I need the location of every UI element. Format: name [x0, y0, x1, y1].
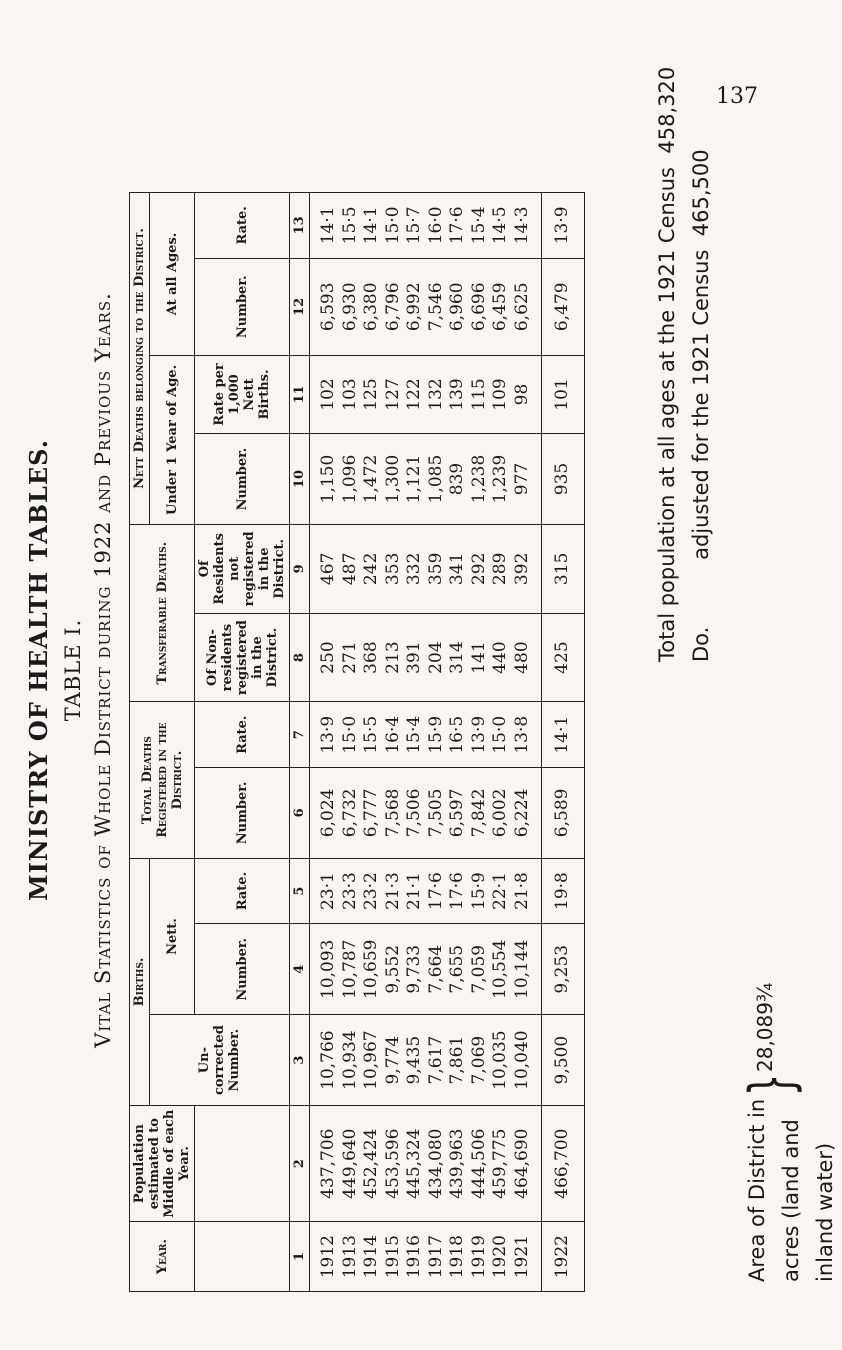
table-cell-value: 109: [490, 378, 510, 411]
table-cell-value: 13·8: [511, 715, 532, 754]
adjusted-population-label: Do. adjusted for the 1921 Census: [689, 249, 713, 662]
colno-12: 12: [290, 258, 310, 355]
table-cell-value: 439,963: [447, 1128, 467, 1199]
header-total-deaths: Total Deaths Registered in the District.: [130, 702, 195, 858]
header-allages-rate: Rate.: [195, 193, 290, 259]
colno-1: 1: [290, 1222, 310, 1292]
adjusted-population-value: 465,500: [689, 149, 713, 237]
table-cell-value: 6,625: [511, 282, 532, 332]
colno-6: 6: [290, 767, 310, 858]
header-all-ages: At all Ages.: [150, 193, 195, 356]
header-year-blank: [195, 1222, 290, 1292]
table-cell-value: 7,505: [425, 788, 446, 838]
table-cell-value: 17·6: [447, 206, 467, 245]
table-cell-value: 15·7: [404, 206, 424, 245]
table-cell-value: 353: [382, 552, 403, 586]
table-cell-value: 391: [404, 641, 424, 674]
table-cell-value: 23·1: [318, 872, 338, 910]
total-deaths-number: 6,589: [542, 767, 585, 858]
census-population-note: [650, 67, 684, 662]
table-cell-value: 7,069: [468, 1035, 489, 1085]
col-year-cell: [310, 1222, 542, 1292]
col-non-residents-cell: [310, 613, 542, 702]
table-cell-value: 22·1: [490, 872, 510, 910]
header-transferable: Transferable Deaths.: [130, 524, 195, 702]
table-cell-value: 7,664: [425, 944, 446, 994]
colno-10: 10: [290, 434, 310, 525]
table-cell-value: 139: [447, 378, 467, 411]
table-cell-value: 1916: [404, 1235, 424, 1279]
table-cell-value: 6,796: [382, 282, 403, 332]
header-births-rate: Rate.: [195, 858, 290, 924]
table-subtitle: Vital Statistics of Whole District during 1922 and Previous Years.: [91, 292, 115, 1048]
table-cell-value: 1,121: [404, 454, 424, 504]
table-cell-value: 9,774: [382, 1035, 403, 1085]
area-note: [740, 1099, 842, 1282]
page-number: 137: [716, 84, 758, 109]
titles: [24, 50, 115, 1290]
colno-7: 7: [290, 702, 310, 768]
table-cell-value: 271: [339, 641, 360, 674]
table-cell-value: 6,992: [404, 282, 424, 332]
table-cell-value: 10,040: [511, 1030, 532, 1090]
table-cell-value: 1917: [425, 1235, 446, 1279]
table-cell-value: 1914: [361, 1235, 381, 1279]
total-residents-not: 315: [542, 524, 585, 613]
brace-icon: }: [737, 1073, 807, 1097]
colno-13: 13: [290, 193, 310, 259]
col-infant-deaths-cell: [310, 434, 542, 525]
table-cell-value: 6,593: [318, 282, 338, 332]
table-body-row: [310, 193, 542, 1292]
table-cell-value: 103: [339, 378, 360, 411]
table-cell-value: 10,766: [318, 1030, 338, 1090]
total-infant-rate: 101: [542, 355, 585, 433]
table-cell-value: 250: [318, 641, 338, 674]
colno-2: 2: [290, 1106, 310, 1222]
table-cell-value: 1,150: [318, 454, 338, 504]
table-cell-value: 125: [361, 378, 381, 411]
col-births-uncorrected-cell: [310, 1015, 542, 1106]
table-cell-value: 480: [511, 641, 532, 674]
table-cell-value: 10,967: [361, 1030, 381, 1090]
table-cell-value: 1,085: [425, 454, 446, 504]
table-cell-value: 440: [490, 641, 510, 674]
table-cell-value: 7,506: [404, 788, 424, 838]
table-cell-value: 6,777: [361, 788, 381, 838]
table-cell-value: 21·8: [511, 872, 532, 910]
table-cell-value: 445,324: [404, 1128, 424, 1199]
header-population: Population estimated to Middle of each Year.: [130, 1106, 195, 1222]
table-cell-value: 977: [511, 462, 532, 496]
table-cell-value: 141: [468, 641, 489, 674]
total-deaths-rate: 14·1: [542, 702, 585, 768]
table-label: TABLE I.: [61, 618, 85, 722]
rotated-content: [22, 50, 837, 1290]
colno-11: 11: [290, 355, 310, 433]
table-cell-value: 10,093: [318, 939, 338, 999]
table-cell-value: 1918: [447, 1235, 467, 1279]
table-cell-value: 132: [425, 378, 446, 411]
table-cell-value: 122: [404, 378, 424, 411]
colno-3: 3: [290, 1015, 310, 1106]
table-cell-value: 444,506: [468, 1128, 489, 1199]
col-infant-rate-cell: [310, 355, 542, 433]
adjusted-population-note: [684, 149, 718, 662]
total-year: 1922: [542, 1222, 585, 1292]
table-cell-value: 292: [468, 552, 489, 586]
col-residents-not-cell: [310, 524, 542, 613]
table-cell-value: 314: [447, 641, 467, 674]
total-non-residents: 425: [542, 613, 585, 702]
page-title: MINISTRY OF HEALTH TABLES.: [24, 439, 53, 901]
table-cell-value: 1,096: [339, 454, 360, 504]
header-births: Births.: [130, 858, 150, 1105]
table-cell-value: 839: [447, 462, 467, 496]
col-all-ages-number-cell: [310, 258, 542, 355]
total-all-ages-rate: 13·9: [542, 193, 585, 259]
header-year: Year.: [130, 1222, 195, 1292]
col-total-deaths-cell: [310, 767, 542, 858]
table-cell-value: 6,380: [361, 282, 381, 332]
table-cell-value: 17·6: [425, 872, 446, 910]
area-label-2: acres (land and: [779, 1119, 803, 1282]
table-cell-value: 7,617: [425, 1035, 446, 1085]
table-cell-value: 242: [361, 552, 381, 586]
table-cell-value: 15·9: [425, 715, 446, 754]
table-cell-value: 6,930: [339, 282, 360, 332]
table-cell-value: 15·4: [468, 206, 489, 245]
table-cell-value: 10,787: [339, 939, 360, 999]
table-cell-value: 204: [425, 641, 446, 674]
vital-statistics-table: [129, 192, 585, 1292]
table-cell-value: 15·4: [404, 715, 424, 754]
total-all-ages-number: 6,479: [542, 258, 585, 355]
table-cell-value: 7,861: [447, 1035, 467, 1085]
header-nett: Nett.: [150, 858, 195, 1014]
table-cell-value: 332: [404, 552, 424, 586]
header-infant-rate: Rate per 1,000 Nett Births.: [195, 355, 290, 433]
table-cell-value: 15·5: [361, 715, 381, 754]
table-cell-value: 9,435: [404, 1035, 424, 1085]
table-cell-value: 15·0: [382, 206, 403, 245]
table-cell-value: 6,459: [490, 282, 510, 332]
header-allages-number: Number.: [195, 258, 290, 355]
table-cell-value: 1920: [490, 1235, 510, 1279]
table-cell-value: 9,733: [404, 944, 424, 994]
table-cell-value: 14·1: [361, 206, 381, 245]
table-cell-value: 10,144: [511, 939, 532, 999]
table-cell-value: 434,080: [425, 1128, 446, 1199]
colno-4: 4: [290, 924, 310, 1015]
area-label-1: Area of District in: [745, 1098, 769, 1282]
header-residents-not: Of Residents not registered in the District.: [195, 524, 290, 613]
header-population-blank: [195, 1106, 290, 1222]
census-population-label: Total population at all ages at the 1921 Census: [655, 167, 679, 662]
table-cell-value: 6,696: [468, 282, 489, 332]
table-cell-value: 1913: [339, 1235, 360, 1279]
table-cell-value: 14·5: [490, 206, 510, 245]
table-cell-value: 14·3: [511, 206, 532, 245]
table-cell-value: 16·4: [382, 715, 403, 754]
table-cell-value: 98: [511, 383, 532, 406]
table-cell-value: 6,597: [447, 788, 467, 838]
header-deaths-rate: Rate.: [195, 702, 290, 768]
table-cell-value: 16·5: [447, 715, 467, 754]
table-cell-value: 15·9: [468, 872, 489, 910]
header-non-residents: Of Non-residents registered in the District.: [195, 613, 290, 702]
table-cell-value: 467: [318, 552, 338, 586]
table-cell-value: 1,472: [361, 454, 381, 504]
table-cell-value: 7,059: [468, 944, 489, 994]
table-row-1922: [542, 193, 585, 1292]
table-cell-value: 23·3: [339, 872, 360, 910]
table-cell-value: 368: [361, 641, 381, 674]
col-population-cell: [310, 1106, 542, 1222]
table-cell-value: 15·0: [490, 715, 510, 754]
table-cell-value: 487: [339, 552, 360, 586]
col-births-nett-cell: [310, 924, 542, 1015]
colno-9: 9: [290, 524, 310, 613]
total-births-uncorrected: 9,500: [542, 1015, 585, 1106]
table-cell-value: 15·0: [339, 715, 360, 754]
table-cell-value: 213: [382, 641, 403, 674]
table-cell-value: 14·1: [318, 206, 338, 245]
total-births-nett: 9,253: [542, 924, 585, 1015]
table-cell-value: 1,300: [382, 454, 403, 504]
total-birth-rate: 19·8: [542, 858, 585, 924]
table-cell-value: 1919: [468, 1235, 489, 1279]
table-cell-value: 7,655: [447, 944, 467, 994]
table-cell-value: 6,224: [511, 788, 532, 838]
table-cell-value: 1915: [382, 1235, 403, 1279]
table-cell-value: 7,568: [382, 788, 403, 838]
col-total-deaths-rate-cell: [310, 702, 542, 768]
colno-5: 5: [290, 858, 310, 924]
table-cell-value: 23·2: [361, 872, 381, 910]
table-cell-value: 1,238: [468, 454, 489, 504]
table-cell-value: 392: [511, 552, 532, 586]
table-cell-value: 7,842: [468, 788, 489, 838]
header-nett-deaths: Nett Deaths belonging to the District.: [130, 193, 150, 525]
header-births-number: Number.: [195, 924, 290, 1015]
table-cell-value: 21·3: [382, 872, 403, 910]
table-cell-value: 1912: [318, 1235, 338, 1279]
table-cell-value: 1,239: [490, 454, 510, 504]
area-value: 28,089¾: [753, 982, 777, 1072]
table-cell-value: 17·6: [447, 872, 467, 910]
table-cell-value: 437,706: [318, 1128, 338, 1199]
table-cell-value: 341: [447, 552, 467, 586]
table-cell-value: 102: [318, 378, 338, 411]
table-cell-value: 7,546: [425, 282, 446, 332]
header-under1: Under 1 Year of Age.: [150, 355, 195, 524]
census-population-value: 458,320: [655, 66, 679, 154]
col-all-ages-rate-cell: [310, 193, 542, 259]
col-birth-rate-cell: [310, 858, 542, 924]
colno-8: 8: [290, 613, 310, 702]
table-cell-value: 13·9: [318, 715, 338, 754]
total-population: 466,700: [542, 1106, 585, 1222]
table-cell-value: 9,552: [382, 944, 403, 994]
table-cell-value: 21·1: [404, 872, 424, 910]
table-cell-value: 464,690: [511, 1128, 532, 1199]
table-cell-value: 449,640: [339, 1128, 360, 1199]
table-cell-value: 6,960: [447, 282, 467, 332]
table-cell-value: 6,732: [339, 788, 360, 838]
table-cell-value: 359: [425, 552, 446, 586]
table-cell-value: 16·0: [425, 206, 446, 245]
table-cell-value: 459,775: [490, 1128, 510, 1199]
area-label-3: inland water): [813, 1142, 837, 1282]
header-uncorrected: Un-corrected Number.: [150, 1015, 290, 1106]
table-cell-value: 6,002: [490, 788, 510, 838]
table-cell-value: 1921: [511, 1235, 532, 1279]
table-cell-value: 452,424: [361, 1128, 381, 1199]
total-infant-deaths: 935: [542, 434, 585, 525]
table-cell-value: 10,659: [361, 939, 381, 999]
header-infant-number: Number.: [195, 434, 290, 525]
table-cell-value: 453,596: [382, 1128, 403, 1199]
table-cell-value: 13·9: [468, 715, 489, 754]
table-cell-value: 115: [468, 378, 489, 411]
table-cell-value: 10,934: [339, 1030, 360, 1090]
table-cell-value: 289: [490, 552, 510, 586]
table-cell-value: 10,554: [490, 939, 510, 999]
table-cell-value: 10,035: [490, 1030, 510, 1090]
table-cell-value: 15·5: [339, 206, 360, 245]
table-cell-value: 6,024: [318, 788, 338, 838]
table-cell-value: 127: [382, 378, 403, 411]
header-deaths-number: Number.: [195, 767, 290, 858]
